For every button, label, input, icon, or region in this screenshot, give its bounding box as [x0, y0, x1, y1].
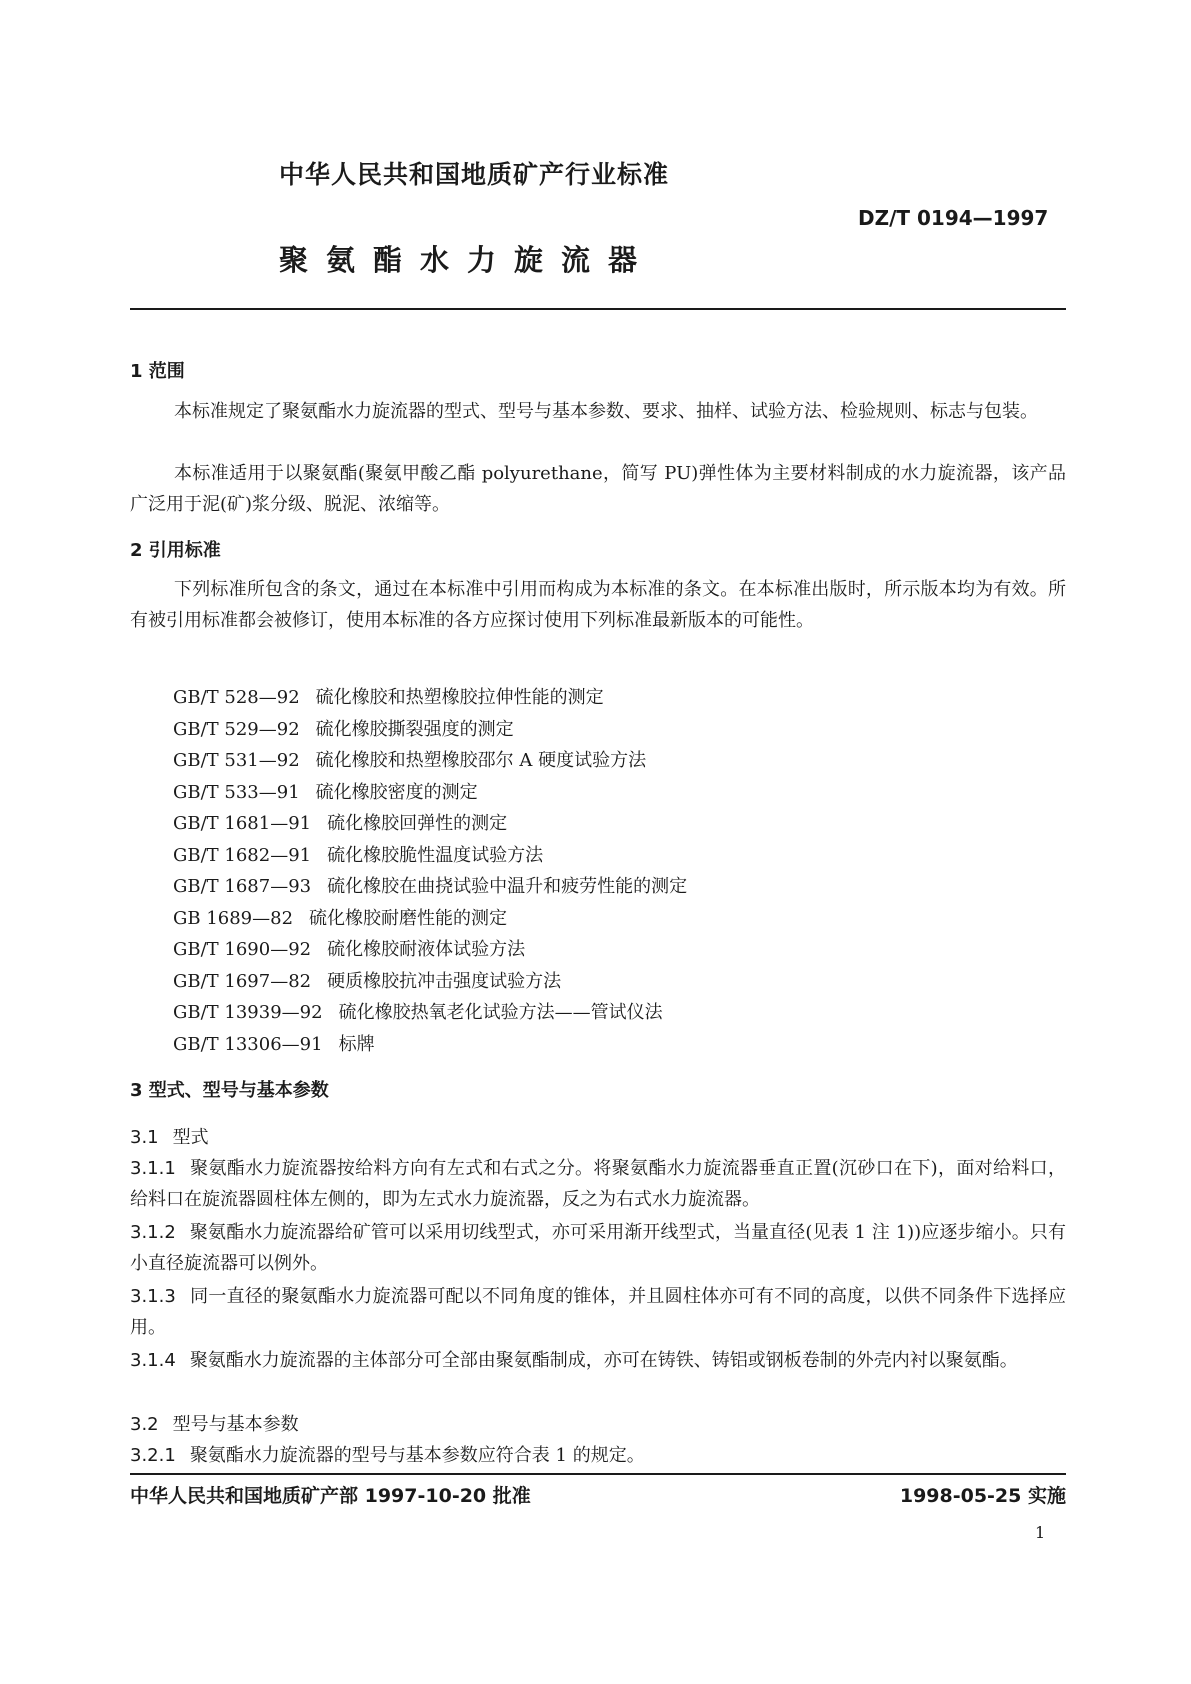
list-item [173, 997, 687, 1029]
clause-text: 聚氨酯水力旋流器的型号与基本参数应符合表 1 的规定。 [189, 1445, 645, 1466]
ref-code: GB/T 1687—93 [173, 876, 312, 897]
clause-title: 型号与基本参数 [172, 1414, 299, 1435]
ref-code: GB/T 533—91 [173, 781, 300, 803]
list-item [173, 777, 687, 809]
ref-title: 标牌 [338, 1033, 375, 1055]
ref-code: GB/T 1697—82 [173, 970, 312, 992]
clause-text: 聚氨酯水力旋流器给矿管可以采用切线型式，亦可采用渐开线型式，当量直径(见表 1 注 1))应逐步缩小。只有小直径旋流器可以例外。 [130, 1222, 1066, 1274]
ref-title: 硫化橡胶撕裂强度的测定 [315, 718, 514, 740]
document-title: 聚氨酯水力旋流器 [279, 243, 656, 277]
clause-number: 3.1.3 [130, 1286, 176, 1307]
section-1-heading: 1 范围 [130, 361, 185, 382]
list-item [173, 934, 687, 966]
clause-title: 型式 [172, 1127, 209, 1148]
ref-title: 硫化橡胶耐磨性能的测定 [309, 907, 508, 929]
ref-code: GB/T 1682—91 [173, 844, 312, 866]
clause-3-2 [130, 1409, 1066, 1440]
clause-3-1-4 [130, 1345, 1066, 1376]
ref-code: GB 1689—82 [173, 907, 294, 929]
clause-3-1-3 [130, 1281, 1066, 1343]
clause-3-1 [130, 1122, 1066, 1153]
list-item [173, 966, 687, 998]
ref-title: 硫化橡胶耐液体试验方法 [327, 939, 526, 960]
ref-code: GB/T 13939—92 [173, 1002, 323, 1023]
footer-divider [130, 1473, 1066, 1475]
section-1-paragraph-2: 本标准适用于以聚氨酯(聚氨甲酸乙酯 polyurethane，简写 PU)弹性体为主要材料制成的水力旋流器，该产品广泛用于泥(矿)浆分级、脱泥、浓缩等。 [130, 463, 1066, 515]
ref-title: 硫化橡胶和热塑橡胶邵尔 A 硬度试验方法 [315, 750, 647, 771]
ref-code: GB/T 528—92 [173, 687, 300, 708]
list-item [173, 682, 687, 714]
ref-title: 硫化橡胶脆性温度试验方法 [327, 844, 544, 866]
clause-3-1-2 [130, 1217, 1066, 1279]
list-item [173, 871, 687, 903]
ref-code: GB/T 1681—91 [173, 813, 312, 834]
ref-title: 硫化橡胶在曲挠试验中温升和疲劳性能的测定 [327, 876, 688, 897]
clause-text: 同一直径的聚氨酯水力旋流器可配以不同角度的锥体，并且圆柱体亦可有不同的高度，以供不同条件下选择应用。 [130, 1286, 1066, 1338]
issuer-title: 中华人民共和国地质矿产行业标准 [279, 160, 670, 189]
ref-code: GB/T 529—92 [173, 718, 300, 740]
section-2-intro: 下列标准所包含的条文，通过在本标准中引用而构成为本标准的条文。在本标准出版时，所示版本均为有效。所有被引用标准都会被修订，使用本标准的各方应探讨使用下列标准最新版本的可能性。 [130, 579, 1066, 631]
ref-title: 硫化橡胶回弹性的测定 [327, 813, 508, 834]
standard-code: DZ/T 0194—1997 [858, 206, 1049, 230]
list-item [173, 714, 687, 746]
approval-line: 中华人民共和国地质矿产部 1997-10-20 批准 [130, 1485, 531, 1507]
clause-number: 3.2.1 [130, 1445, 176, 1466]
ref-title: 硫化橡胶密度的测定 [315, 781, 478, 803]
clause-3-2-1 [130, 1440, 1066, 1471]
header-divider [130, 308, 1066, 310]
clause-number: 3.1.4 [130, 1350, 176, 1371]
clause-number: 3.1.1 [130, 1158, 176, 1179]
clause-number: 3.2 [130, 1414, 159, 1435]
clause-text: 聚氨酯水力旋流器按给料方向有左式和右式之分。将聚氨酯水力旋流器垂直正置(沉砂口在下)，面对给料口，给料口在旋流器圆柱体左侧的，即为左式水力旋流器，反之为右式水力旋流器。 [130, 1158, 1066, 1210]
ref-title: 硫化橡胶和热塑橡胶拉伸性能的测定 [315, 687, 604, 708]
section-2-heading: 2 引用标准 [130, 540, 221, 561]
section-3-heading: 3 型式、型号与基本参数 [130, 1080, 329, 1101]
ref-title: 硬质橡胶抗冲击强度试验方法 [327, 970, 562, 992]
clause-text: 聚氨酯水力旋流器的主体部分可全部由聚氨酯制成，亦可在铸铁、铸铝或钢板卷制的外壳内衬以聚氨酯。 [189, 1350, 1018, 1371]
list-item [173, 840, 687, 872]
clause-3-1-1 [130, 1153, 1066, 1215]
referenced-standards-list [173, 682, 687, 1060]
ref-code: GB/T 531—92 [173, 750, 300, 771]
clause-number: 3.1.2 [130, 1222, 176, 1243]
page-number: 1 [1035, 1523, 1046, 1542]
list-item [173, 745, 687, 777]
clause-number: 3.1 [130, 1127, 159, 1148]
section-1-paragraph-1: 本标准规定了聚氨酯水力旋流器的型式、型号与基本参数、要求、抽样、试验方法、检验规则、标志与包装。 [174, 401, 1038, 422]
ref-code: GB/T 1690—92 [173, 939, 312, 960]
list-item [173, 903, 687, 935]
ref-title: 硫化橡胶热氧老化试验方法——管试仪法 [338, 1002, 663, 1023]
effective-date: 1998-05-25 实施 [899, 1485, 1066, 1507]
list-item [173, 1029, 687, 1061]
list-item [173, 808, 687, 840]
ref-code: GB/T 13306—91 [173, 1033, 323, 1055]
